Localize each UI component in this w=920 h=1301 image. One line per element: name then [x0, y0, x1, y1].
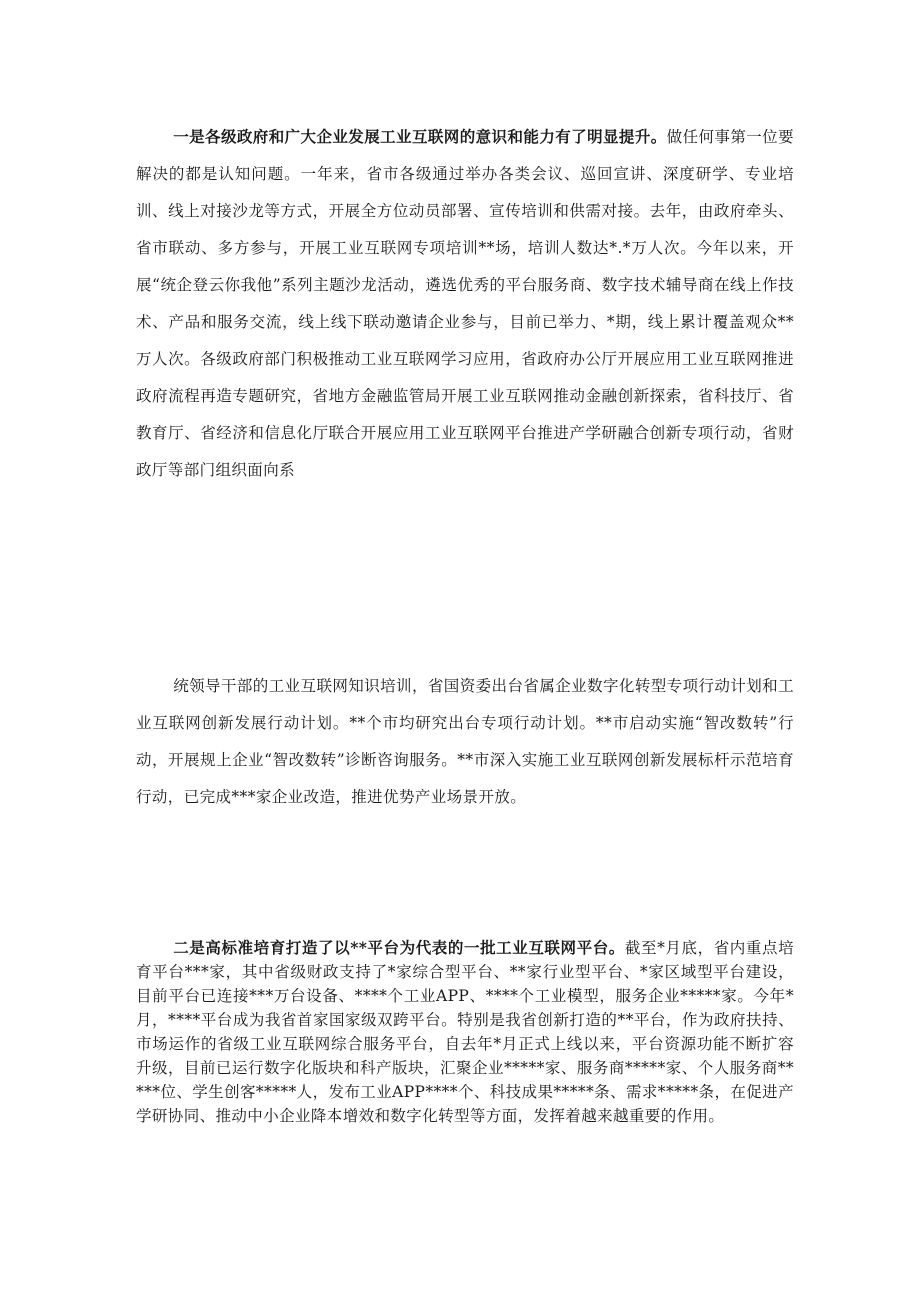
paragraph-body-text: 统领导干部的工业互联网知识培训，省国资委出台省属企业数字化转型专项行动计划和工业互联网创新发展行动计划。**个市均研究出台专项行动计划。**市启动实施“智改数转”行动，开展规上企业“智改数转”诊断咨询服务。**市深入实施工业互联网创新发展标杆示范培育行动，已完成***家企业改造，推进优势产业场景开放。 [136, 677, 794, 806]
paragraph-awareness [136, 118, 794, 489]
paragraph-continuation [136, 668, 794, 816]
paragraph-platforms [136, 936, 794, 1128]
paragraph-body-text: 截至*月底，省内重点培育平台***家，其中省级财政支持了*家综合型平台、**家行业型平台、*家区域型平台建设，目前平台已连接***万台设备、****个工业APP、****个工业模型，服务企业*****家。今年*月，****平台成为我省首家国家级双跨平台。特别是我省创新打造的**平台，作为政府扶持、市场运作的省级工业互联网综合服务平台，自去年*月正式上线以来，平台资源功能不断扩容升级，目前已运行数字化版块和科产版块，汇聚企业*****家、服务商*****家、个人服务商*****位、学生创客*****人，发布工业APP****个、科技成果*****条、需求*****条，在促进产学研协同、推动中小企业降本增效和数字化转型等方面，发挥着越来越重要的作用。 [136, 939, 794, 1125]
paragraph-lead-heading: 一是各级政府和广大企业发展工业互联网的意识和能力有了明显提升。 [173, 127, 667, 146]
paragraph-lead-heading: 二是高标准培育打造了以**平台为代表的一批工业互联网平台。 [173, 938, 625, 957]
paragraph-body-text: 做任何事第一位要解决的都是认知问题。一年来，省市各级通过举办各类会议、巡回宣讲、深度研学、专业培训、线上对接沙龙等方式，开展全方位动员部署、宣传培训和供需对接。去年，由政府牵头、省市联动、多方参与，开展工业互联网专项培训**场，培训人数达*.*万人次。今年以来，开展“统企登云你我他”系列主题沙龙活动，遴选优秀的平台服务商、数字技术辅导商在线上作技术、产品和服务交流，线上线下联动邀请企业参与，目前已举力、*期，线上累计覆盖观众**万人次。各级政府部门积极推动工业互联网学习应用，省政府办公厅开展应用工业互联网推进政府流程再造专题研究，省地方金融监管局开展工业互联网推动金融创新探索，省科技厅、省教育厅、省经济和信息化厅联合开展应用工业互联网平台推进产学研融合创新专项行动，省财政厅等部门组织面向系 [136, 128, 795, 479]
